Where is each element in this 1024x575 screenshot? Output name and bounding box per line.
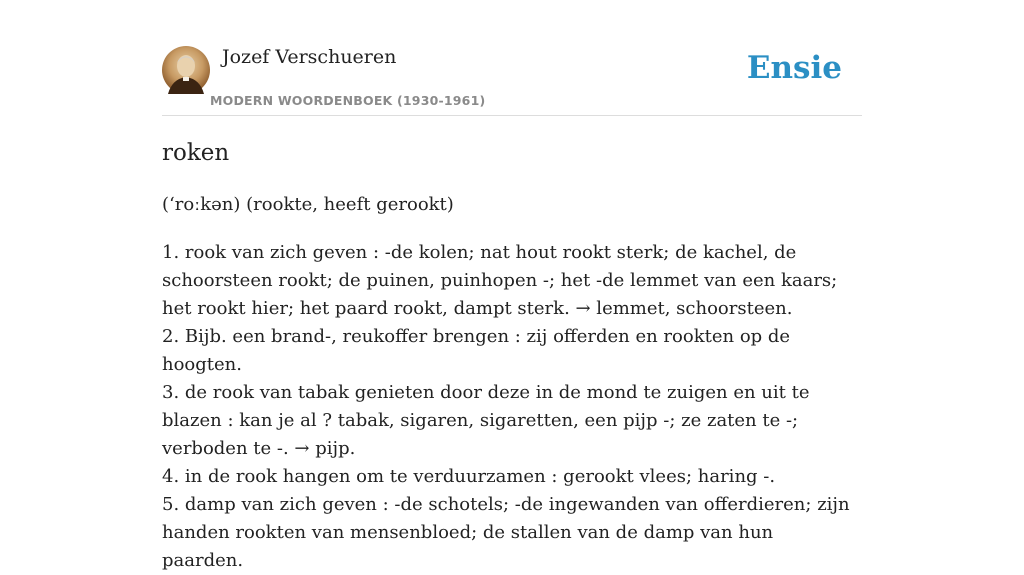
entry-word: roken (162, 140, 230, 166)
portrait-icon (162, 46, 210, 94)
header (162, 46, 862, 116)
definition-item: 2. Bijb. een brand-, reukoffer brengen : zij offerden en rookten op de hoogten. (162, 326, 791, 375)
definition-item: 1. rook van zich geven : -de kolen; nat hout rookt sterk; de kachel, de schoorsteen rookt; de puinen, puinhopen -; het -de lemmet van een kaars; het rookt hier; het paard rookt, dampt sterk. → lemmet, schoorsteen. (162, 242, 838, 319)
pronunciation: (ʻroːkən) (rookte, heeft gerookt) (162, 194, 454, 215)
header-divider (162, 115, 862, 116)
definition-item: 3. de rook van tabak genieten door deze in de mond te zuigen en uit te blazen : kan je al ? tabak, sigaren, sigaretten, een pijp -; ze zaten te -; verboden te -. → pijp. (162, 382, 810, 459)
dictionary-source[interactable]: MODERN WOORDENBOEK (1930-1961) (210, 93, 486, 108)
author-avatar[interactable] (162, 46, 210, 94)
definition-item: 4. in de rook hangen om te verduurzamen : gerookt vlees; haring -. (162, 466, 776, 487)
author-name[interactable]: Jozef Verschueren (222, 46, 397, 68)
definition-list (162, 239, 852, 575)
definition-item: 5. damp van zich geven : -de schotels; -de ingewanden van offerdieren; zijn handen rookten van mensenbloed; de stallen van de damp van hun paarden. (162, 494, 850, 571)
ensie-logo[interactable]: Ensie (746, 50, 842, 86)
